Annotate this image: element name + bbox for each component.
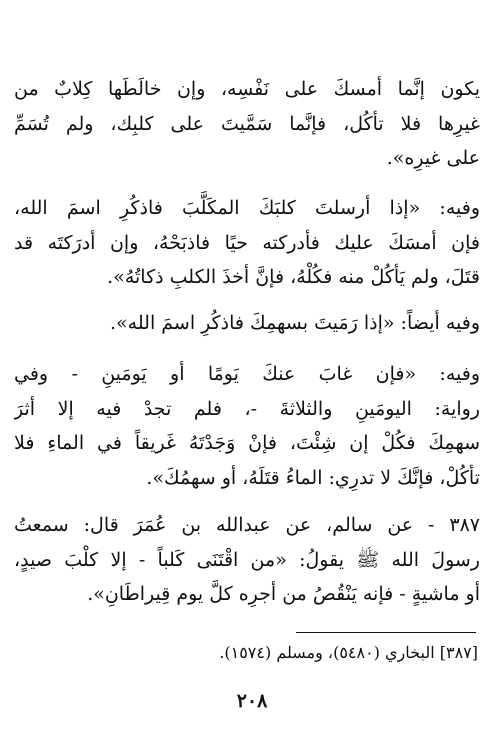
paragraph-1: [14, 72, 480, 176]
footnote-divider: [296, 632, 476, 633]
text-line: رسولَ الله ﷺ يقولُ: «من اقْتَنَى كَلباً - إلا كلْبَ صيدٍ،: [14, 548, 480, 571]
text-line: يكون إنَّما أمسكَ على نَفْسِه، وإن خالَطَها كِلابٌ من: [14, 78, 480, 100]
text-line: تأكُلْ، فإنَّكَ لا تدرِي: الماءُ قتَلَهُ، أو سهمُكَ».: [146, 466, 480, 489]
text-line: فإن أمسَكَ عليك فأدركته حيًا فاذبَحْهُ، وإن أدرَكتَه قد: [14, 231, 480, 254]
footnote: [٣٨٧] البخاري (٥٤٨٠)، ومسلم (١٥٧٤).: [219, 643, 478, 662]
text-line: وفيه: «فإن غابَ عنكَ يَومًا أو يَومَينِ - وفي: [14, 363, 480, 385]
text-line: سهمِكَ فكُلْ إن شِئْتَ، فإنْ وَجَدْتَهُ غَريقاً في الماءِ فلا: [14, 432, 480, 454]
text-line: وفيه: «إذا أرسلتَ كلبَكَ المكَلَّبَ فاذكُرِ اسمَ الله،: [14, 197, 480, 219]
text-line: رواية: اليومَينِ والثلاثةَ -، فلم تجدْ فيه إلا أثرَ: [14, 397, 480, 420]
paragraph-4: [14, 357, 480, 495]
page-number: ٢٠٨: [236, 690, 268, 712]
text-line: وفيه أيضاً: «إذا رَمَيتَ بسهمِكَ فاذكُرِ اسمَ الله».: [110, 312, 480, 334]
text-line: قتَلَ، ولم يَأكُلْ منه فكُلْهُ، فإنَّ أخذَ الكلبِ ذكاتُهُ».: [107, 266, 480, 288]
hadith-387: [14, 508, 480, 612]
text-line: غيرِها فلا تأكُل، فإنَّما سَمَّيتَ على كلبِك، ولم تُسَمِّ: [14, 112, 480, 135]
text-line: ٣٨٧ - عن سالم، عن عبدالله بن عُمَرَ قال: سمعتُ: [14, 514, 480, 536]
paragraph-2: [14, 191, 480, 295]
text-line: أو ماشيةٍ - فإنه يَنْقُصُ من أجرِه كلَّ يوم قِيراطَانِ».: [87, 583, 480, 605]
text-line: على غيرِه».: [386, 147, 480, 169]
paragraph-3: [14, 306, 480, 341]
